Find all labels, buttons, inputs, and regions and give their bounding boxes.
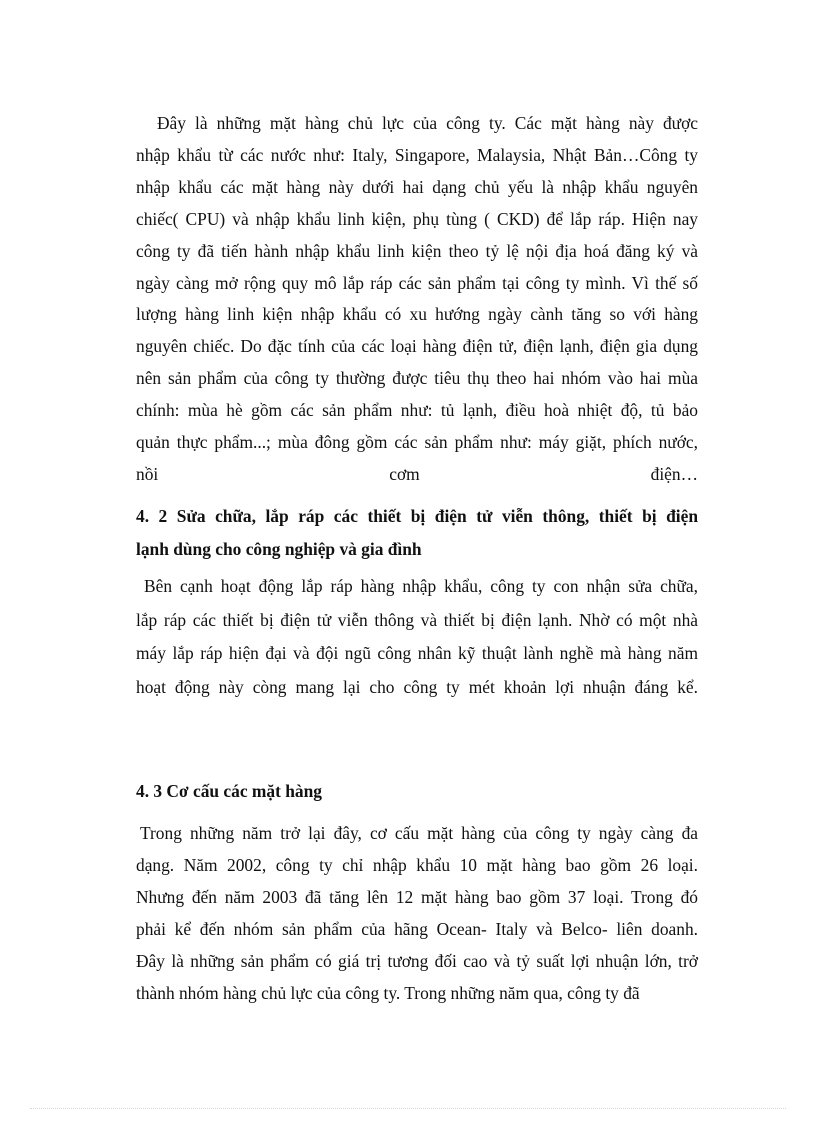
text-line: lượng hàng linh kiện nhập khẩu có xu hướng ngày cành tăng so với hàng (136, 304, 698, 325)
text-line: Bên cạnh hoạt động lắp ráp hàng nhập khẩu, công ty con nhận sửa chữa, (144, 576, 698, 596)
word: cơm (389, 463, 420, 484)
text-line: thành nhóm hàng chủ lực của công ty. Trong những năm qua, công ty đã (136, 982, 640, 1003)
word: nồi (136, 463, 159, 484)
paragraph-product-structure (136, 818, 698, 1009)
text-line: nên sản phẩm của công ty thường được tiêu thụ theo hai nhóm vào hai mùa (136, 368, 698, 389)
text-line: nhập khẩu từ các nước như: Italy, Singapore, Malaysia, Nhật Bản…Công ty (136, 144, 698, 165)
heading-line: lạnh dùng cho công nghiệp và gia đình (136, 538, 422, 559)
paragraph-repair-assembly (136, 570, 698, 704)
text-line-spread (136, 459, 698, 491)
text-line: nhập khẩu các mặt hàng này dưới hai dạng chủ yếu là nhập khẩu nguyên (136, 176, 698, 197)
text-line: dạng. Năm 2002, công ty chỉ nhập khẩu 10 mặt hàng bao gồm 26 loại. (136, 854, 698, 875)
section-heading-4-3 (136, 775, 698, 808)
text-line: Đây là những mặt hàng chủ lực của công ty. Các mặt hàng này được (157, 113, 698, 133)
word: điện… (650, 463, 698, 484)
text-line: Trong những năm trở lại đây, cơ cấu mặt hàng của công ty ngày càng đa (140, 823, 698, 843)
text-line: Nhưng đến năm 2003 đã tăng lên 12 mặt hàng bao gồm 37 loại. Trong đó (136, 886, 698, 907)
page-bottom-divider (30, 1108, 786, 1109)
text-line: quản thực phẩm...; mùa đông gồm các sản phẩm như: máy giặt, phích nước, (136, 432, 698, 453)
heading-line: 4. 3 Cơ cấu các mặt hàng (136, 781, 322, 801)
text-line: công ty đã tiến hành nhập khẩu linh kiện theo tỷ lệ nội địa hoá đăng ký và (136, 240, 698, 261)
text-line: Đây là những sản phẩm có giá trị tương đối cao và tỷ suất lợi nhuận lớn, trở (136, 950, 698, 971)
text-line: lắp ráp các thiết bị điện tử viễn thông và thiết bị điện lạnh. Nhờ có một nhà (136, 609, 698, 630)
text-line: hoạt động này còng mang lại cho công ty mét khoản lợi nhuận đáng kể. (136, 676, 698, 697)
paragraph-main-products (136, 108, 698, 491)
text-line: máy lắp ráp hiện đại và đội ngũ công nhân kỹ thuật lành nghề mà hàng năm (136, 643, 698, 663)
text-line: phải kể đến nhóm sản phẩm của hãng Ocean- Italy và Belco- liên doanh. (136, 918, 698, 939)
text-line: nguyên chiếc. Do đặc tính của các loại hàng điện tử, điện lạnh, điện gia dụng (136, 336, 698, 357)
text-line: chính: mùa hè gồm các sản phẩm như: tủ lạnh, điều hoà nhiệt độ, tủ bảo (136, 400, 698, 421)
text-line: ngày càng mở rộng quy mô lắp ráp các sản phẩm tại công ty mình. Vì thế số (136, 272, 698, 293)
heading-line: 4. 2 Sửa chữa, lắp ráp các thiết bị điện tử viễn thông, thiết bị điện (136, 506, 698, 526)
text-line: chiếc( CPU) và nhập khẩu linh kiện, phụ tùng ( CKD) để lắp ráp. Hiện nay (136, 208, 698, 229)
section-heading-4-2 (136, 500, 698, 565)
